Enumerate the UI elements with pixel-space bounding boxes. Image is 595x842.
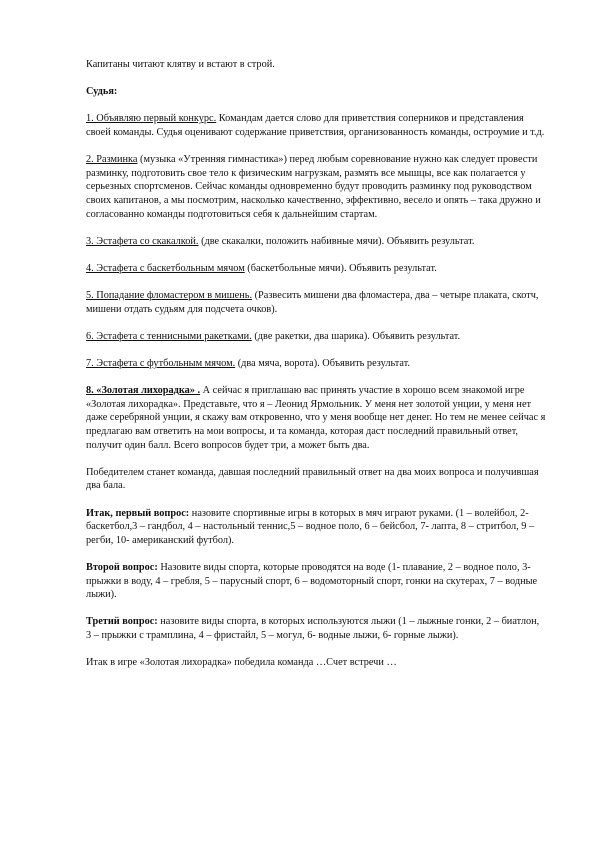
question-2-paragraph xyxy=(86,561,546,602)
document-page xyxy=(86,58,546,683)
question-3-paragraph xyxy=(86,615,546,642)
contest-1-paragraph xyxy=(86,112,546,139)
contest-1-label: 1. Объявляю первый конкурс. xyxy=(86,113,217,125)
question-3-text: назовите виды спорта, в которых используются лыжи (1 – лыжные гонки, 2 – биатлон, 3 – прыжки с трамплина, 4 – фристайл, 5 – могул, 6- водные лыжи, 6- горные лыжи). xyxy=(86,616,540,641)
outro-paragraph: Итак в игре «Золотая лихорадка» победила команда …Счет встречи … xyxy=(86,657,397,669)
question-2-text: Назовите виды спорта, которые проводятся на воде (1- плавание, 2 – водное поло, 3- прыжки в воду, 4 – гребля, 5 – парусный спорт, 6 – водомоторный спорт, гонки на скутерах, 7 – водные лыжи). xyxy=(86,561,538,601)
contest-7-paragraph xyxy=(86,357,546,371)
contest-7-text: (два мяча, ворота). Объявить результат. xyxy=(235,358,410,370)
contest-6-paragraph xyxy=(86,330,546,344)
contest-6-label: 6. Эстафета с теннисными ракетками. xyxy=(86,330,252,342)
contest-5-text: (Развесить мишени два фломастера, два – четыре плаката, скотч, мишени отдать судьям для подсчета очков). xyxy=(86,290,539,315)
question-1-prefix: Итак, xyxy=(86,507,116,519)
contest-2-label: 2. Разминка xyxy=(86,154,138,166)
contest-2-text: (музыка «Утренняя гимнастика») перед любым соревнование нужно как следует провести разминку, подготовить свое тело к физическим нагрузкам, размять все мышцы, все как полагается у серьезных спортсменов. Сейчас команды одновременно будут проводить разминку под руководством своих капитанов, а мы посмотрим, насколько качественно, эффективно, весело и опять – така дружно и согласованно команды подготовиться себя к дальнейшим стартам. xyxy=(86,154,541,220)
contest-2-paragraph xyxy=(86,153,546,221)
contest-5-label: 5. Попадание фломастером в мишень. xyxy=(86,290,253,302)
contest-7-label: 7. Эстафета с футбольным мячом. xyxy=(86,358,236,370)
judge-heading: Судья: xyxy=(86,86,118,98)
contest-3-paragraph xyxy=(86,235,546,249)
question-1-label: первый вопрос: xyxy=(115,507,190,519)
contest-4-label: 4. Эстафета с баскетбольным мячом xyxy=(86,262,245,274)
contest-6-text: (две ракетки, два шарика). Объявить результат. xyxy=(251,330,461,342)
question-1-text: назовите спортивные игры в которых в мяч играют руками. (1 – волейбол, 2- баскетбол,3 – гандбол, 4 – настольный теннис,5 – водное поло, 6 – бейсбол, 7- лапта, 8 – стритбол, 9 – регби, 10- американский футбол). xyxy=(86,507,535,546)
contest-8-paragraph xyxy=(86,384,546,452)
contest-1-text: Командам дается слово для приветствия соперников и представления своей команды. Судья оценивают содержание приветствия, организованность команды, остроумие и т.д. xyxy=(86,113,545,138)
contest-3-text: (две скакалки, положить набивные мячи). Объявить результат. xyxy=(198,235,475,247)
contest-3-label: 3. Эстафета со скакалкой. xyxy=(86,235,199,247)
contest-8-text: А сейчас я приглашаю вас принять участие в хорошо всем знакомой игре «Золотая лихорадка». Представьте, что я – Леонид Ярмольник. У меня нет золотой унции, у меня нет даже серебряной унции, я скажу вам откровенно, что у меня вообще нет денег. Но тем не менее сейчас я предлагаю вам ответить на мои вопросы, и та команда, которая даст последний правильный ответ, получит один балл. Всего вопросов будет три, а может быть два. xyxy=(86,385,546,451)
contest-4-text: (баскетбольные мячи). Объявить результат. xyxy=(244,262,437,274)
contest-8-label: 8. «Золотая лихорадка» . xyxy=(86,385,201,397)
question-3-label: Третий вопрос: xyxy=(86,616,158,628)
contest-4-paragraph xyxy=(86,262,546,276)
question-2-label: Второй вопрос: xyxy=(86,561,158,573)
winner-paragraph: Победителем станет команда, давшая последний правильный ответ на два моих вопроса и получившая два бала. xyxy=(86,466,539,492)
question-1-paragraph xyxy=(86,507,546,548)
intro-paragraph: Капитаны читают клятву и встают в строй. xyxy=(86,59,275,70)
contest-5-paragraph xyxy=(86,289,546,316)
